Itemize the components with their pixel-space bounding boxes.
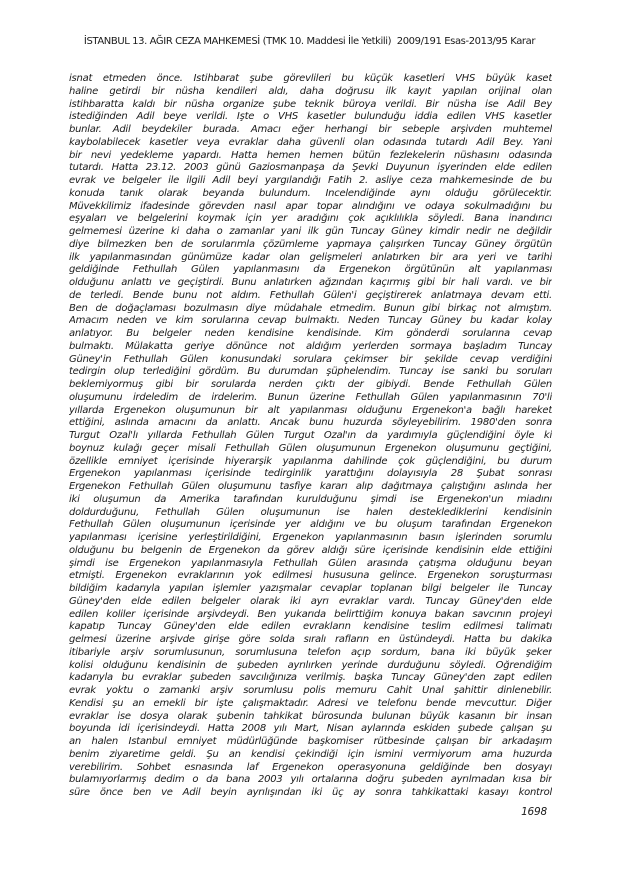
text-line: olduğunu bu belgenin de Ergenekon da görev aldığı süre içerisinde kendisinin elde ettiğini [69,544,552,556]
text-line: kapatıp Tuncay Güney'den elde edilen evrakların kendisine teslim edilmesi talimatı [69,621,552,633]
text-line: ilk yapılanmasından günümüze kadar olan gelişmeleri anlatırken bir ara yeri ve tarihi [69,251,552,263]
text-line: istediğinden Adil beye verildi. İşte o VHS kasetler bulunduğu iddia edilen VHS kasetler [69,111,552,123]
text-line: kolisi olduğunu kendisinin de şubeden ayrılırken yerinde durduğunu söyledi. Öğrendiğim [69,659,552,671]
text-line: evraklar ise dosya olarak şubenin tahkikat bürosunda bulunan büyük kasanın bir insan [69,710,552,722]
text-line: Turgut Özal'lı yıllarda Fethullah Gülen Turgut Özal'ın da yardımıyla güçlendiğini öyle ki [69,430,552,441]
text-line: Güney'in Fethullah Gülen konusundaki sorulara çekimser bir şekilde cevap verdiğini [69,353,552,365]
text-line: tedirgin olup terlediğini gördüm. Bu durumdan şüphelendim. Tuncay ise sanki bu soruları [69,366,552,378]
text-line: istihbaratta kaldı bir nüsha organize şube teknik büroya verildi. Bir nüsha ise Adil Bey [69,98,552,110]
text-line: gelmesi üzerine arşivde girişe göre solda sıralı rafların en üstündeydi. Hatta bu dakika [69,634,552,645]
text-line: haline getirdi bir nüsha kendileri aldı, daha doğrusu ilk kayıt yapılan orijinal olan [69,85,552,97]
text-line: bulmaktı. Mülakatta geriye dönünce not aldığım yerlerden sormaya başladım Tuncay [69,340,552,352]
text-line: süre önce ben ve Adil beyin ayrılışından iki üç ay sonra tahkikattaki kasayı kontrol [69,787,552,798]
text-line: isnat etmeden önce. İstihbarat şube görevlileri bu küçük kasetleri VHS büyük kaset [69,73,552,84]
text-line: verebilirim. Sohbet esnasında laf Ergenekon operasyonuna geldiğinde ben dosyayı [69,761,552,773]
text-line: Fethullah Gülen oluşumunun içerisinde yer aldığını ve bu oluşum tarafından Ergenekon [69,519,552,531]
text-line: olduğunu anlattı ve geçiştirdi. Bunu anlatırken ağzından kaçırmış gibi bir hali vardı. ve bir [69,277,552,288]
text-line: şimdi ise Ergenekon yapılanmasıyla Fethullah Gülen arasında çatışma olduğunu beyan [69,557,552,569]
text-line: Ergenekon yapılanması içerisinde tedirginlik yarattığını dolayısıyla 28 Şubat sonrası [69,468,552,480]
body-text [69,73,552,800]
text-line: eşyaları ve belgelerini koymak için yer aradığını çok açıklılıkla söyledi. Bana inandırıcı [69,213,552,225]
text-line: de terledi. Bende bunu not aldım. Fethullah Gülen'i geçiştirerek anlatmaya devam etti. [69,289,552,301]
text-line: oluşumunu irdeledim de irdelerim. Bunun üzerine Fethullah Gülen yapılanmasının 70'li [69,391,552,403]
text-line: konuda tanık olarak beyanda bulundum. İncelendiğinde aynı olduğu görülecektir. [69,187,552,199]
text-line: kaybolabilecek kasetler veya evraklar daha güvenli olan odasında tutardı Adil Bey. Yani [69,136,552,148]
text-line: bir nevi yedekleme yapardı. Hatta hemen hemen bütün fezlekelerin nüshasını odasında [69,149,552,161]
text-line: etmişti. Ergenekon evraklarının yok edilmesi hususuna gelince. Ergenekon soruşturması [69,570,552,582]
page-number: 1698 [521,806,547,818]
text-line: Ben de doğaçlaması bozulmasın diye müdahale etmedim. Bunun gibi birkaç not almıştım. [69,302,552,314]
court-header: İSTANBUL 13. AĞIR CEZA MAHKEMESİ (TMK 10. Maddesi İle Yetkili) 2009/191 Esas-2013/95 Karar [83,36,536,47]
text-line: boyunda idi içerisindeydi. Hatta 2008 yılı Mart, Nisan aylarında eskiden şubede çalışan şu [69,723,552,735]
text-line: evrak ve belgeler ile ilgili Adil beyi yargılandığı Fatih 2. asliye ceza mahkemesinde de bu [69,175,552,186]
text-line: edilen koliler içerisinde arşivdeydi. Ben yukarıda belirttiğim konuya bakan savcının projeyi [69,608,552,620]
text-line: evrak yoktu o zamanki arşiv sorumlusu polis memuru Cahit Ünal şahittir dinlenebilir. [69,685,552,696]
text-line: ettiğini, aslında amacını da anlattı. Ancak bunu huzurda söyleyebilirim. 1980'den sonra [69,417,552,429]
text-line: an halen İstanbul emniyet müdürlüğünde başkomiser rütbesinde çalışan bir arkadaşım [69,736,552,747]
text-line: beklemiyormuş gibi bir sorularda nerden çıktı der gibiydi. Bende Fethullah Gülen [69,379,552,390]
text-line: iki oluşumun da Amerika tarafından kurulduğunu şimdi ise Ergenekon'un miadını [69,493,552,505]
text-line: tutardı. Hatta 23.12. 2003 günü Gaziosmanpaşa da Şevki Duyunun işyerinden elde edilen [69,162,552,174]
text-line: yıllarda Ergenekon oluşumunun bir alt yapılanması olduğunu Ergenekon'a bağlı hareket [69,404,552,416]
text-line: yapılanması içerisine yerleştirildiğini, Ergenekon yapılanmasının basın işlerinden sorumlu [69,532,552,543]
text-line: kadarıyla bu evraklar şubeden savcılığınıza verilmiş. başka Tuncay Güney'den zapt edilen [69,672,552,684]
text-line: doldurduğunu, Fethullah Gülen oluşumunun ise halen desteklediklerini kendisinin [69,506,552,518]
text-line: benim ziyaretime geldi. Şu an kendisi çekindiği için ismini vermiyorum ama huzurda [69,748,552,760]
text-line: itibariyle arşiv sorumlusunun, sorumlusuna telefon açıp sordum, bana iki büyük şeker [69,646,552,658]
text-line: özellikle emniyet içerisinde hiyerarşik yapılanma dahilinde çok güçlendiğini, bu durum [69,455,552,467]
text-line: Müvekkilimiz ifadesinde görevden nasıl apar topar alındığını ve odaya sokulmadığını bu [69,200,552,212]
text-line: Amacım neden ve kim sorularına cevap bulmaktı. Neden Tuncay Güney bu kadar kolay [69,315,552,327]
text-line: Kendisi şu an emekli bir işte çalışmaktadır. Adresi ve telefonu bende mevcuttur. Diğer [69,697,552,709]
text-line: diye bilmezken ben de sorularımla çözümleme yapmaya çalışırken Tuncay Güney örgütün [69,238,552,250]
text-line: Güney'den elde edilen belgeler olarak iki ayrı evraklar vardı. Tuncay Güney'den elde [69,595,552,607]
text-line: anlatıyor. Bu belgeler neden kendisine kendisinde. Kim gönderdi sorularına cevap [69,328,552,339]
text-line: bildiğim kadarıyla yapılan işlemler yazışmalar cevaplar toplanan bilgi belgeler ile Tuncay [69,583,552,594]
text-line: boynuz kulağı geçer misali Fethullah Gülen oluşumunun Ergenekon oluşumunu geçtiğini, [69,442,552,454]
text-line: bulamıyorlarmış dedim o da bana 2003 yılı ortalarına doğru şubeden ayrılmadan kısa bir [69,774,552,786]
text-line: gelmemesi üzerine ki daha o zamanlar yani ilk gün Tuncay Güney kimdir nedir ne değildir [69,226,552,237]
text-line: Ergenekon Fethullah Gülen oluşumunu tasfiye kararı alıp dağıtmaya çalıştığını aslında her [69,481,552,492]
text-line: bunlar. Adil beydekiler burada. Amacı eğer herhangi bir sebeple arşivden muhtemel [69,124,552,135]
text-line: geldiğinde Fethullah Gülen yapılanmasını da Ergenekon örgütünün alt yapılanması [69,264,552,276]
